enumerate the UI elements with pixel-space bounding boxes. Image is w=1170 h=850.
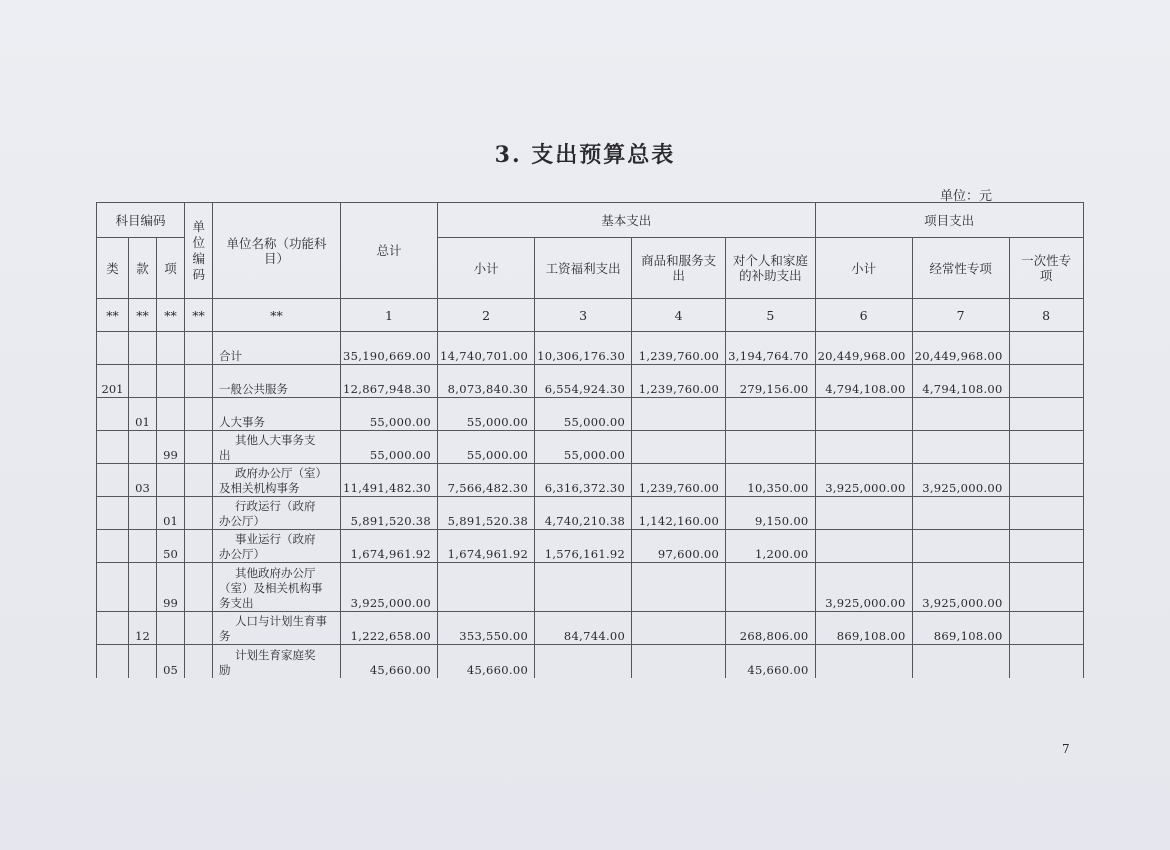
- cell-goods: [632, 645, 726, 678]
- cell-class: [97, 431, 129, 464]
- cell-total: 45,660.00: [341, 645, 438, 678]
- unit-name-line: 出: [219, 448, 231, 462]
- header-subsidy: 对个人和家庭的补助支出: [726, 238, 815, 299]
- cell-unit-name: [213, 464, 341, 497]
- table-row: [97, 398, 1084, 431]
- cell-class: [97, 612, 129, 645]
- cell-basic-subtotal: 1,674,961.92: [438, 530, 535, 563]
- header-onetime: 一次性专项: [1009, 238, 1083, 299]
- cell-item: 05: [157, 645, 185, 678]
- cell-salary: 55,000.00: [535, 431, 632, 464]
- unit-name-line: 办公厅）: [219, 547, 265, 561]
- cell-subsidy: [726, 431, 815, 464]
- cell-total: 12,867,948.30: [341, 365, 438, 398]
- cell-salary: 1,576,161.92: [535, 530, 632, 563]
- cell-goods: 1,239,760.00: [632, 332, 726, 365]
- cell-class: [97, 530, 129, 563]
- cell-subsidy: 9,150.00: [726, 497, 815, 530]
- unit-name-line: （室）及相关机构事: [219, 581, 323, 595]
- unit-label: 单位：元: [940, 189, 993, 204]
- cell-project-subtotal: 20,449,968.00: [815, 332, 912, 365]
- cell-onetime: [1009, 612, 1083, 645]
- cell-section: [129, 431, 157, 464]
- cell-class: [97, 332, 129, 365]
- cell-class: [97, 563, 129, 612]
- cell-project-subtotal: [815, 497, 912, 530]
- cell-subsidy: [726, 563, 815, 612]
- cell-item: 99: [157, 563, 185, 612]
- header-basic: 基本支出: [438, 203, 816, 238]
- expenditure-budget-table: [96, 202, 1084, 678]
- table-row: [97, 332, 1084, 365]
- index-star-unit-name: **: [213, 299, 341, 332]
- cell-recurring: 4,794,108.00: [912, 365, 1009, 398]
- cell-basic-subtotal: 8,073,840.30: [438, 365, 535, 398]
- cell-goods: [632, 612, 726, 645]
- cell-class: 201: [97, 365, 129, 398]
- header-salary: 工资福利支出: [535, 238, 632, 299]
- cell-unit-code: [185, 563, 213, 612]
- cell-salary: 4,740,210.38: [535, 497, 632, 530]
- cell-class: [97, 464, 129, 497]
- unit-name-line: 其他人大事务支: [235, 433, 316, 447]
- cell-class: [97, 645, 129, 678]
- header-basic-subtotal: 小计: [438, 238, 535, 299]
- index-star-item: **: [157, 299, 185, 332]
- cell-unit-code: [185, 645, 213, 678]
- cell-recurring: [912, 398, 1009, 431]
- header-goods: 商品和服务支出: [632, 238, 726, 299]
- unit-name-line: 务: [219, 629, 231, 643]
- cell-project-subtotal: [815, 398, 912, 431]
- cell-salary: 6,554,924.30: [535, 365, 632, 398]
- cell-unit-code: [185, 497, 213, 530]
- header-subject-code: 科目编码: [97, 203, 185, 238]
- cell-subsidy: 1,200.00: [726, 530, 815, 563]
- unit-name-line: 行政运行（政府: [235, 499, 316, 513]
- cell-project-subtotal: 3,925,000.00: [815, 464, 912, 497]
- cell-item: [157, 464, 185, 497]
- header-unit-code: [185, 203, 213, 299]
- index-star-unit-code: **: [185, 299, 213, 332]
- unit-name-line: 及相关机构事务: [219, 481, 300, 495]
- index-num-2: 2: [438, 299, 535, 332]
- cell-salary: 10,306,176.30: [535, 332, 632, 365]
- index-star-section: **: [129, 299, 157, 332]
- cell-onetime: [1009, 563, 1083, 612]
- cell-subsidy: 45,660.00: [726, 645, 815, 678]
- header-unit-code-text: 单位编码: [192, 218, 206, 282]
- cell-item: 01: [157, 497, 185, 530]
- index-num-8: 8: [1009, 299, 1083, 332]
- table-row: [97, 612, 1084, 645]
- cell-unit-name: [213, 530, 341, 563]
- cell-goods: 97,600.00: [632, 530, 726, 563]
- cell-unit-name: [213, 563, 341, 612]
- cell-salary: 6,316,372.30: [535, 464, 632, 497]
- table-row: [97, 563, 1084, 612]
- table-row: [97, 431, 1084, 464]
- cell-basic-subtotal: [438, 563, 535, 612]
- cell-basic-subtotal: 353,550.00: [438, 612, 535, 645]
- header-row-1: [97, 203, 1084, 238]
- index-star-class: **: [97, 299, 129, 332]
- cell-item: [157, 365, 185, 398]
- cell-section: [129, 645, 157, 678]
- cell-project-subtotal: [815, 431, 912, 464]
- cell-basic-subtotal: 55,000.00: [438, 431, 535, 464]
- cell-section: [129, 497, 157, 530]
- cell-recurring: 3,925,000.00: [912, 464, 1009, 497]
- index-num-4: 4: [632, 299, 726, 332]
- page-title: 3. 支出预算总表: [494, 142, 676, 168]
- header-project-subtotal: 小计: [815, 238, 912, 299]
- cell-item: [157, 332, 185, 365]
- cell-total: 1,674,961.92: [341, 530, 438, 563]
- unit-name-line: 人口与计划生育事: [235, 614, 327, 628]
- cell-total: 5,891,520.38: [341, 497, 438, 530]
- cell-class: [97, 497, 129, 530]
- cell-project-subtotal: [815, 530, 912, 563]
- cell-subsidy: 279,156.00: [726, 365, 815, 398]
- unit-name-line: 务支出: [219, 596, 254, 610]
- cell-item: 99: [157, 431, 185, 464]
- cell-onetime: [1009, 398, 1083, 431]
- cell-unit-code: [185, 431, 213, 464]
- cell-subsidy: [726, 398, 815, 431]
- cell-onetime: [1009, 431, 1083, 464]
- cell-unit-name: [213, 431, 341, 464]
- cell-onetime: [1009, 497, 1083, 530]
- cell-project-subtotal: 3,925,000.00: [815, 563, 912, 612]
- cell-onetime: [1009, 645, 1083, 678]
- table-row: [97, 645, 1084, 678]
- cell-basic-subtotal: 14,740,701.00: [438, 332, 535, 365]
- cell-goods: 1,142,160.00: [632, 497, 726, 530]
- cell-subsidy: 268,806.00: [726, 612, 815, 645]
- table-row: [97, 464, 1084, 497]
- cell-unit-code: [185, 530, 213, 563]
- cell-salary: [535, 563, 632, 612]
- unit-name-line: 其他政府办公厅: [235, 566, 316, 580]
- cell-recurring: 869,108.00: [912, 612, 1009, 645]
- cell-section: 03: [129, 464, 157, 497]
- page-number: 7: [1062, 742, 1070, 756]
- cell-recurring: [912, 431, 1009, 464]
- cell-total: 55,000.00: [341, 398, 438, 431]
- cell-basic-subtotal: 55,000.00: [438, 398, 535, 431]
- cell-goods: 1,239,760.00: [632, 464, 726, 497]
- header-unit-name: 单位名称（功能科目）: [213, 203, 341, 299]
- cell-project-subtotal: [815, 645, 912, 678]
- index-num-6: 6: [815, 299, 912, 332]
- cell-unit-code: [185, 332, 213, 365]
- cell-total: 55,000.00: [341, 431, 438, 464]
- cell-unit-name: [213, 645, 341, 678]
- cell-unit-name: 人大事务: [213, 398, 341, 431]
- cell-section: [129, 530, 157, 563]
- cell-unit-code: [185, 365, 213, 398]
- cell-unit-name: 合计: [213, 332, 341, 365]
- cell-unit-name: [213, 612, 341, 645]
- cell-recurring: 20,449,968.00: [912, 332, 1009, 365]
- index-num-7: 7: [912, 299, 1009, 332]
- cell-goods: [632, 431, 726, 464]
- unit-name-line: 计划生育家庭奖: [235, 647, 316, 662]
- cell-goods: [632, 398, 726, 431]
- cell-recurring: [912, 645, 1009, 678]
- cell-section: 12: [129, 612, 157, 645]
- header-item: 项: [157, 238, 185, 299]
- cell-unit-code: [185, 612, 213, 645]
- cell-total: 11,491,482.30: [341, 464, 438, 497]
- cell-item: 50: [157, 530, 185, 563]
- cell-unit-name: [213, 497, 341, 530]
- unit-name-line: 政府办公厅（室）: [235, 466, 327, 480]
- cell-total: 3,925,000.00: [341, 563, 438, 612]
- index-num-5: 5: [726, 299, 815, 332]
- table-row: [97, 365, 1084, 398]
- cell-subsidy: 3,194,764.70: [726, 332, 815, 365]
- index-row: [97, 299, 1084, 332]
- unit-name-line: 事业运行（政府: [235, 532, 316, 546]
- cell-recurring: 3,925,000.00: [912, 563, 1009, 612]
- cell-section: [129, 332, 157, 365]
- cell-basic-subtotal: 7,566,482.30: [438, 464, 535, 497]
- cell-unit-code: [185, 398, 213, 431]
- cell-class: [97, 398, 129, 431]
- header-total: 总计: [341, 203, 438, 299]
- cell-recurring: [912, 530, 1009, 563]
- unit-name-line: 办公厅）: [219, 514, 265, 528]
- index-num-3: 3: [535, 299, 632, 332]
- cell-total: 35,190,669.00: [341, 332, 438, 365]
- header-class: 类: [97, 238, 129, 299]
- cell-section: [129, 365, 157, 398]
- cell-salary: 55,000.00: [535, 398, 632, 431]
- cell-goods: [632, 563, 726, 612]
- header-section: 款: [129, 238, 157, 299]
- cell-recurring: [912, 497, 1009, 530]
- cell-unit-code: [185, 464, 213, 497]
- unit-name-line: 励: [219, 662, 231, 677]
- header-project: 项目支出: [815, 203, 1083, 238]
- cell-onetime: [1009, 365, 1083, 398]
- header-recurring: 经常性专项: [912, 238, 1009, 299]
- cell-project-subtotal: 4,794,108.00: [815, 365, 912, 398]
- cell-total: 1,222,658.00: [341, 612, 438, 645]
- cell-onetime: [1009, 332, 1083, 365]
- cell-onetime: [1009, 530, 1083, 563]
- cell-project-subtotal: 869,108.00: [815, 612, 912, 645]
- cell-subsidy: 10,350.00: [726, 464, 815, 497]
- cell-goods: 1,239,760.00: [632, 365, 726, 398]
- cell-salary: 84,744.00: [535, 612, 632, 645]
- table-row: [97, 497, 1084, 530]
- cell-onetime: [1009, 464, 1083, 497]
- cell-item: [157, 398, 185, 431]
- table-row: [97, 530, 1084, 563]
- cell-unit-name: 一般公共服务: [213, 365, 341, 398]
- cell-item: [157, 612, 185, 645]
- cell-basic-subtotal: 5,891,520.38: [438, 497, 535, 530]
- index-num-1: 1: [341, 299, 438, 332]
- cell-section: 01: [129, 398, 157, 431]
- cell-section: [129, 563, 157, 612]
- cell-salary: [535, 645, 632, 678]
- cell-basic-subtotal: 45,660.00: [438, 645, 535, 678]
